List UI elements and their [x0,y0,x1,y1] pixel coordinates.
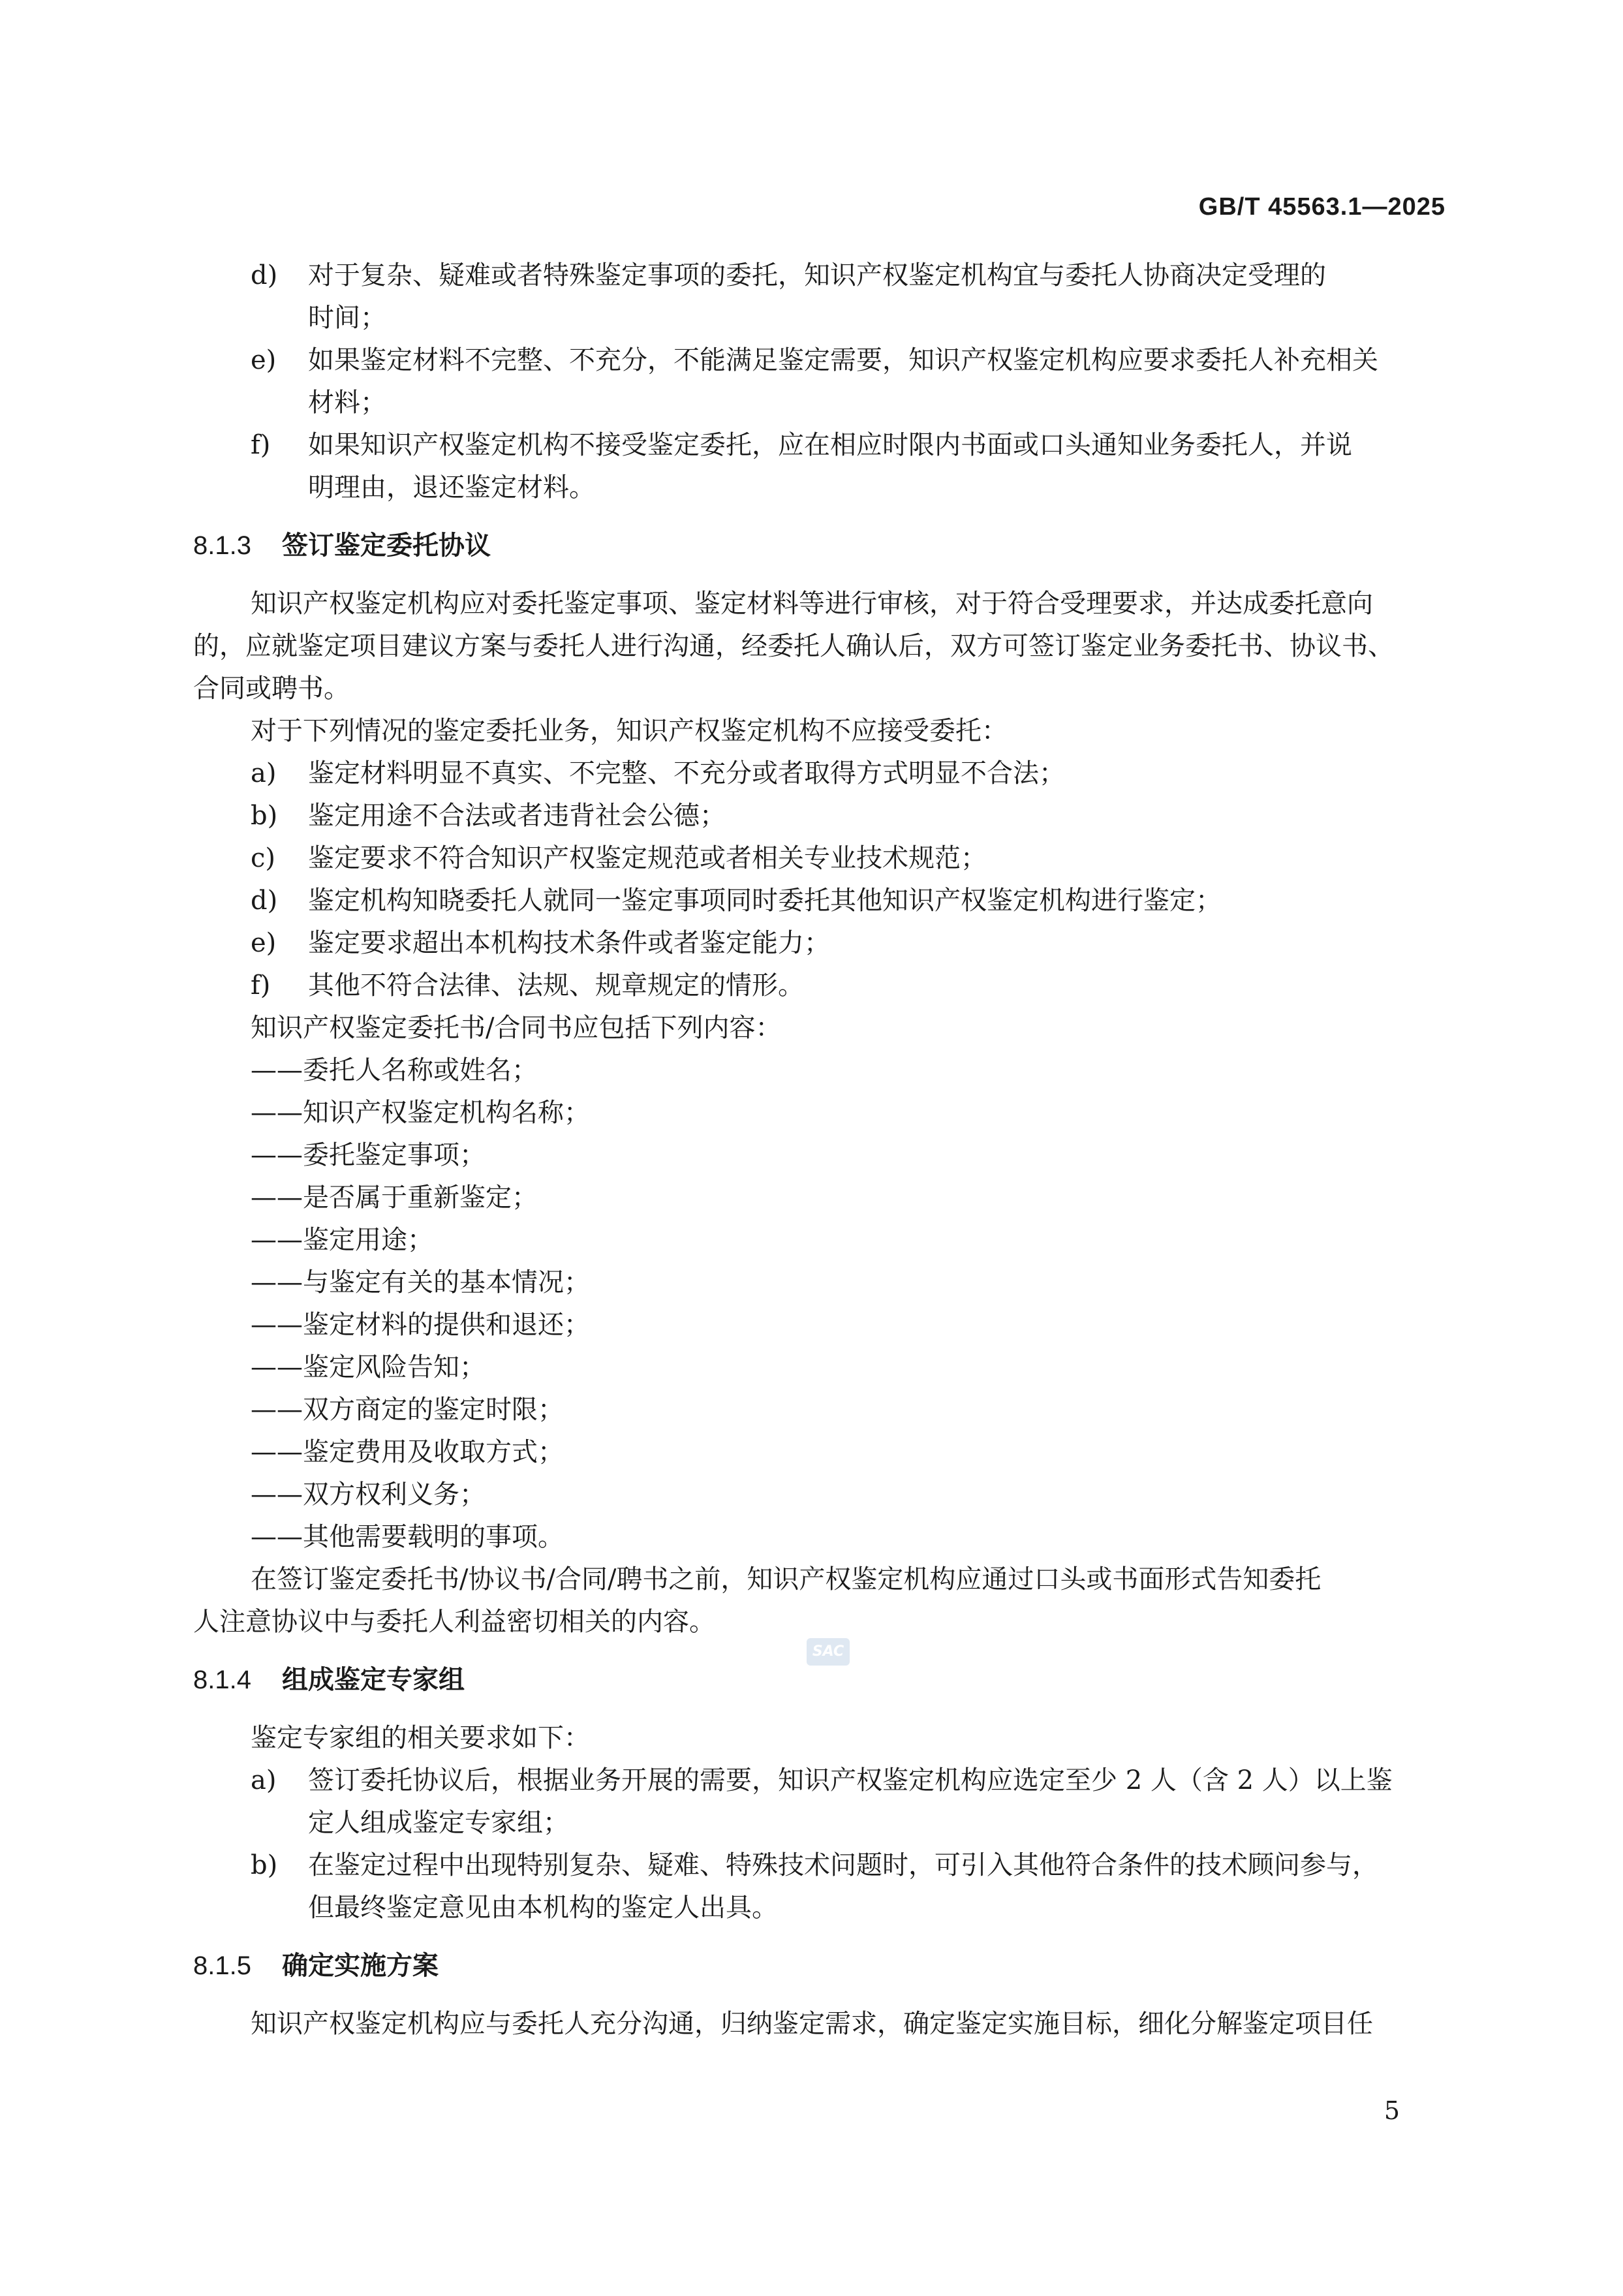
list-label: c) [251,843,276,873]
list-label: f) [251,430,271,460]
section-heading-8-1-5 [193,1945,1445,1987]
list-text: 其他不符合法律、法规、规章规定的情形。 [308,970,804,1001]
dash-item [193,1474,1445,1516]
standard-code-header: GB/T 45563.1—2025 [1198,193,1445,221]
dash-text: ——知识产权鉴定机构名称； [251,1098,590,1128]
list-item [193,922,1445,965]
section-heading-8-1-3 [193,525,1445,567]
list-item [193,1760,1445,1802]
dash-item [193,1134,1445,1177]
dash-text: ——鉴定材料的提供和退还； [251,1310,590,1340]
list-label: e) [251,345,277,375]
dash-item [193,1389,1445,1431]
list-item-e [193,339,1445,382]
paragraph-line: 知识产权鉴定委托书/合同书应包括下列内容： [251,1013,782,1043]
paragraph-line: 合同或聘书。 [193,674,350,704]
dash-item [193,1304,1445,1346]
paragraph-line: 鉴定专家组的相关要求如下： [251,1723,590,1753]
list-text: 如果知识产权鉴定机构不接受鉴定委托，应在相应时限内书面或口头通知业务委托人，并说 [308,430,1352,460]
paragraph-line: 知识产权鉴定机构应与委托人充分沟通，归纳鉴定需求，确定鉴定实施目标，细化分解鉴定项目任 [251,2009,1373,2039]
dash-text: ——委托鉴定事项； [251,1140,486,1170]
list-text: 鉴定机构知晓委托人就同一鉴定事项同时委托其他知识产权鉴定机构进行鉴定； [308,886,1222,916]
list-text-cont: 明理由，退还鉴定材料。 [308,473,595,503]
section-number: 8.1.4 [193,1666,251,1694]
dash-item [193,1346,1445,1389]
list-text: 如果鉴定材料不完整、不充分，不能满足鉴定需要，知识产权鉴定机构应要求委托人补充相关 [308,345,1378,375]
list-label: b) [251,1850,278,1880]
sac-watermark-logo: SAC [807,1638,850,1666]
list-text-cont: 材料； [308,388,386,418]
section-title: 确定实施方案 [282,1951,439,1981]
paragraph-line: 知识产权鉴定机构应对委托鉴定事项、鉴定材料等进行审核，对于符合受理要求，并达成委托意向 [251,589,1373,619]
list-text: 签订委托协议后，根据业务开展的需要，知识产权鉴定机构应选定至少 2 人（含 2 人）以上鉴 [308,1765,1393,1795]
document-body [193,255,1445,2045]
list-text-cont: 时间； [308,303,386,333]
list-label: b) [251,801,278,831]
dash-item [193,1219,1445,1262]
dash-text: ——其他需要载明的事项。 [251,1522,564,1552]
list-text-cont: 但最终鉴定意见由本机构的鉴定人出具。 [308,1893,778,1923]
list-label: d) [251,260,278,290]
paragraph-line: 人注意协议中与委托人利益密切相关的内容。 [193,1607,715,1637]
list-item [193,837,1445,880]
list-text: 在鉴定过程中出现特别复杂、疑难、特殊技术问题时，可引入其他符合条件的技术顾问参与， [308,1850,1378,1880]
list-text: 对于复杂、疑难或者特殊鉴定事项的委托，知识产权鉴定机构宜与委托人协商决定受理的 [308,260,1326,290]
dash-text: ——委托人名称或姓名； [251,1055,538,1085]
list-item [193,752,1445,795]
list-label: e) [251,928,277,958]
list-text: 鉴定用途不合法或者违背社会公德； [308,801,726,831]
dash-item [193,1431,1445,1474]
list-text-cont: 定人组成鉴定专家组； [308,1808,569,1838]
dash-text: ——是否属于重新鉴定； [251,1183,538,1213]
dash-item [193,1049,1445,1092]
dash-item [193,1262,1445,1304]
section-number: 8.1.5 [193,1951,251,1980]
section-number: 8.1.3 [193,531,251,560]
list-item [193,965,1445,1007]
dash-text: ——鉴定风险告知； [251,1352,486,1382]
dash-item [193,1516,1445,1559]
dash-text: ——鉴定用途； [251,1225,433,1255]
dash-text: ——双方权利义务； [251,1480,486,1510]
list-label: f) [251,970,271,1001]
list-item-d [193,255,1445,297]
page-number: 5 [1383,2096,1400,2125]
section-title: 签订鉴定委托协议 [282,531,491,561]
dash-text: ——与鉴定有关的基本情况； [251,1267,590,1297]
list-item [193,1844,1445,1887]
dash-item [193,1092,1445,1134]
list-item-f [193,424,1445,467]
section-title: 组成鉴定专家组 [282,1665,465,1695]
list-text: 鉴定要求超出本机构技术条件或者鉴定能力； [308,928,830,958]
dash-item [193,1177,1445,1219]
list-label: a) [251,758,277,788]
list-item [193,795,1445,837]
list-item [193,880,1445,922]
list-label: d) [251,886,278,916]
list-label: a) [251,1765,277,1795]
list-text: 鉴定要求不符合知识产权鉴定规范或者相关专业技术规范； [308,843,987,873]
paragraph-line: 在签订鉴定委托书/协议书/合同/聘书之前，知识产权鉴定机构应通过口头或书面形式告知委托 [251,1564,1322,1594]
paragraph-line: 的，应就鉴定项目建议方案与委托人进行沟通，经委托人确认后，双方可签订鉴定业务委托书、协议书、 [193,631,1394,661]
dash-text: ——双方商定的鉴定时限； [251,1395,564,1425]
dash-text: ——鉴定费用及收取方式； [251,1437,564,1467]
paragraph-line: 对于下列情况的鉴定委托业务，知识产权鉴定机构不应接受委托： [251,716,1008,746]
list-text: 鉴定材料明显不真实、不完整、不充分或者取得方式明显不合法； [308,758,1065,788]
